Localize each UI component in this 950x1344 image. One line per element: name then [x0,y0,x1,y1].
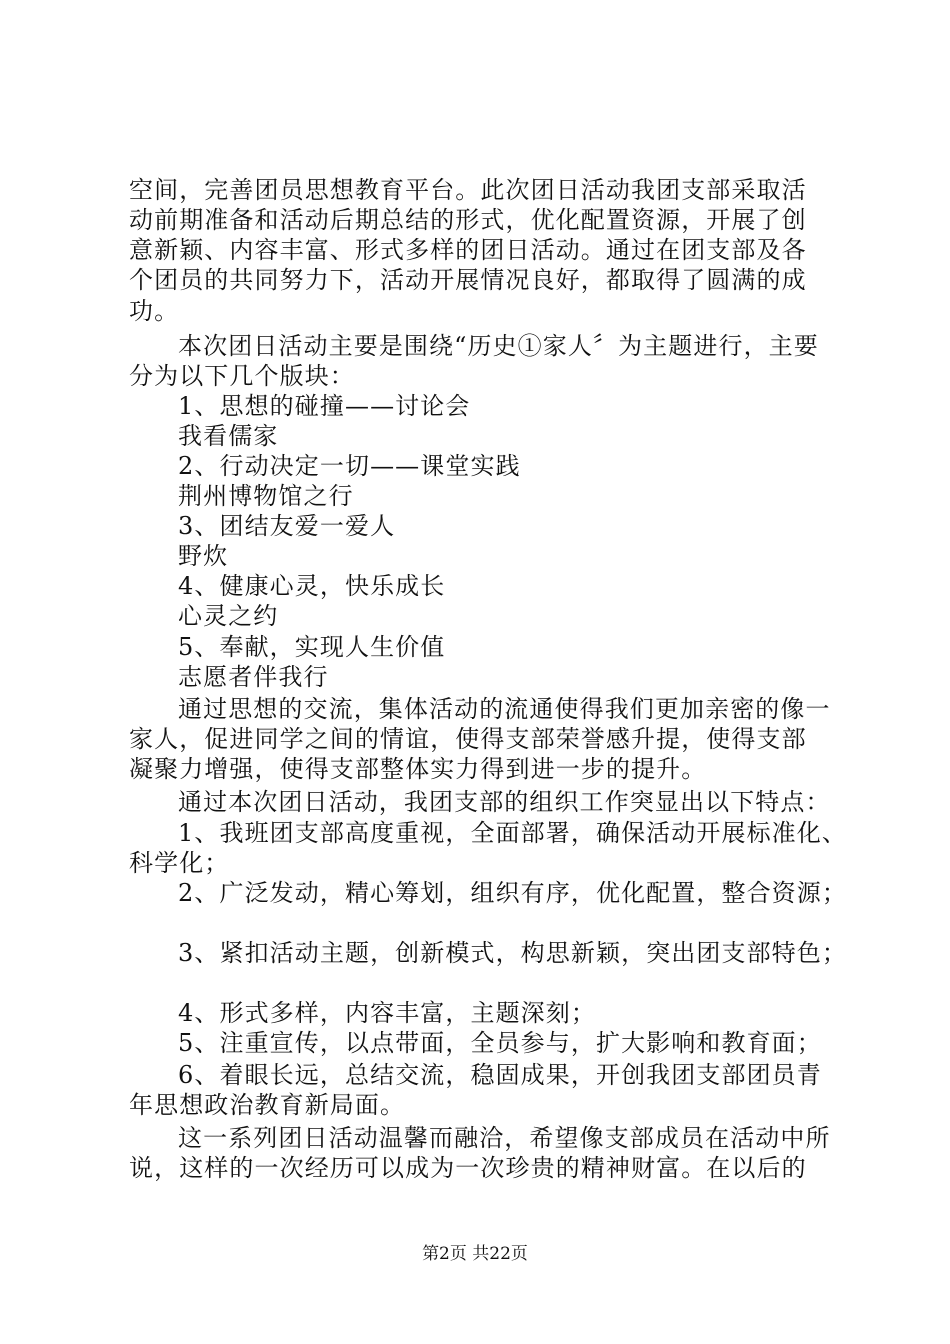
feature-item: 3、紧扣活动主题，创新模式，构思新颖，突出团支部特色； [178,939,847,967]
section-heading: 3、团结友爱一爱人 [178,512,396,540]
section-subtitle: 荆州博物馆之行 [178,482,354,510]
paragraph-line: 意新颖、内容丰富、形式多样的团日活动。通过在团支部及各 [129,236,807,264]
paragraph-line: 功。 [129,297,180,325]
paragraph-line: 个团员的共同努力下，活动开展情况良好，都取得了圆满的成 [129,266,807,294]
section-subtitle: 野炊 [178,542,229,570]
feature-item: 6、着眼长远，总结交流，稳固成果，开创我团支部团员青 [178,1061,822,1089]
paragraph-line: 凝聚力增强，使得支部整体实力得到进一步的提升。 [129,755,707,783]
paragraph-line: 空间，完善团员思想教育平台。此次团日活动我团支部采取活 [129,176,807,204]
paragraph-line: 本次团日活动主要是围绕“历史①家人〞为主题进行，主要 [178,332,819,360]
paragraph-line: 说，这样的一次经历可以成为一次珍贵的精神财富。在以后的 [129,1154,807,1182]
paragraph-line: 家人，促进同学之间的情谊，使得支部荣誉感升提，使得支部 [129,725,807,753]
section-subtitle: 志愿者伴我行 [178,663,329,691]
feature-item: 5、注重宣传，以点带面，全员参与，扩大影响和教育面； [178,1029,822,1057]
feature-item: 4、形式多样，内容丰富，主题深刻； [178,999,596,1027]
feature-item: 2、广泛发动，精心筹划，组织有序，优化配置，整合资源； [178,879,847,907]
section-subtitle: 心灵之约 [178,602,279,630]
section-heading: 2、行动决定一切——课堂实践 [178,452,521,480]
paragraph-line: 通过思想的交流，集体活动的流通使得我们更加亲密的像一 [178,695,831,723]
feature-item: 1、我班团支部高度重视，全面部署，确保活动开展标准化、 [178,819,847,847]
paragraph-line: 这一系列团日活动温馨而融洽，希望像支部成员在活动中所 [178,1124,831,1152]
paragraph-line: 通过本次团日活动，我团支部的组织工作突显出以下特点： [178,788,831,816]
feature-item-continuation: 年思想政治教育新局面。 [129,1091,406,1119]
feature-item-continuation: 科学化； [129,849,230,877]
section-heading: 4、健康心灵，快乐成长 [178,572,446,600]
section-heading: 5、奉献，实现人生价值 [178,633,446,661]
paragraph-line: 分为以下几个版块： [129,362,355,390]
section-heading: 1、思想的碰撞——讨论会 [178,392,471,420]
page-number-footer: 第2页 共22页 [422,1244,528,1264]
section-subtitle: 我看儒家 [178,422,279,450]
paragraph-line: 动前期准备和活动后期总结的形式，优化配置资源，开展了创 [129,206,807,234]
